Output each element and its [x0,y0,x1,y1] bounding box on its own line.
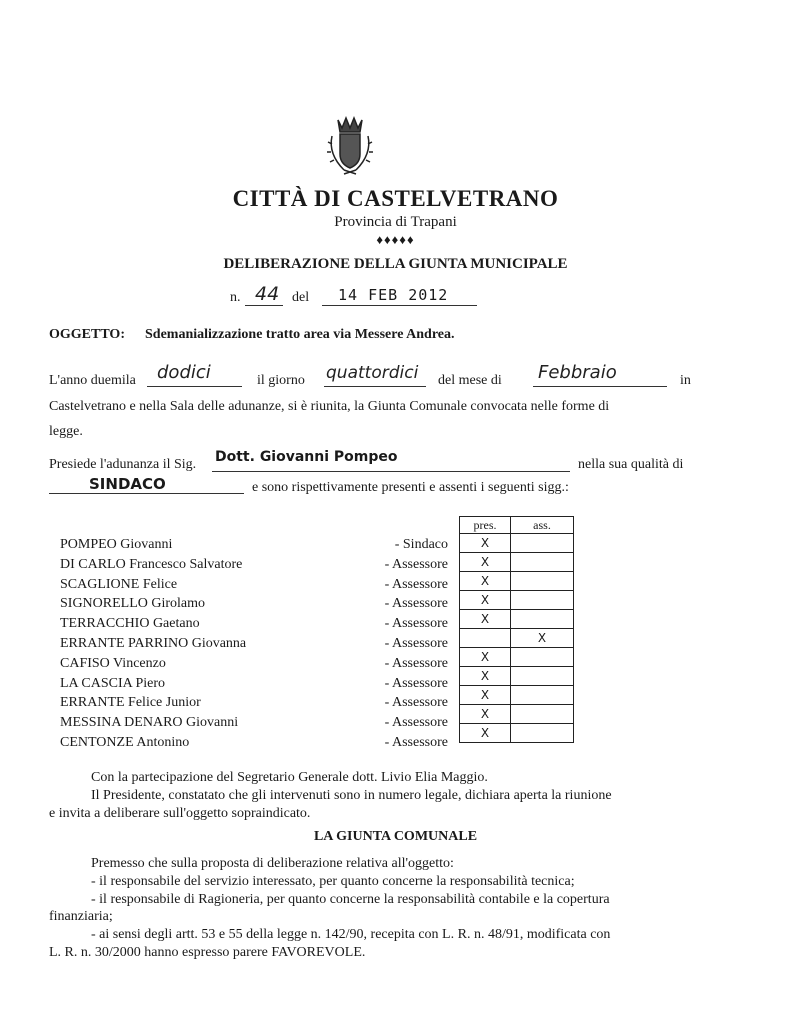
document-type: DELIBERAZIONE DELLA GIUNTA MUNICIPALE [223,256,568,272]
pres-mark [460,629,511,648]
president-prefix: Presiede l'adunanza il Sig. [49,457,197,472]
pres-mark: X [460,705,511,724]
member-name: MESSINA DENARO Giovanni [60,715,239,731]
pres-mark: X [460,572,511,591]
pres-header: pres. [460,517,511,534]
pres-mark: X [460,648,511,667]
subject-text: Sdemanializzazione tratto area via Messere Andrea. [145,327,455,342]
member-role: - Assessore [384,655,448,671]
ass-mark [511,667,574,686]
member-name: ERRANTE Felice Junior [60,695,201,711]
table-row [460,667,574,686]
pres-mark: X [460,724,511,743]
day-word: quattordici [326,363,419,383]
number-label: n. [230,290,241,305]
pres-mark: X [460,534,511,553]
province: Provincia di Trapani [334,214,457,230]
pres-mark: X [460,591,511,610]
ass-mark [511,534,574,553]
meeting-line-2: Castelvetrano e nella Sala delle adunanze, si è riunita, la Giunta Comunale convocata nelle forme di [49,399,610,414]
member-role: - Assessore [384,635,448,651]
date-stamp: 14 FEB 2012 [338,286,449,304]
pres-mark: X [460,553,511,572]
pres-mark: X [460,610,511,629]
table-row [460,572,574,591]
member-roles [340,535,448,753]
premise-item-3a: - ai sensi degli artt. 53 e 55 della legge n. 142/90, recepita con L. R. n. 48/91, modificata con [91,927,611,942]
member-role: - Assessore [384,734,448,750]
member-role: - Assessore [384,616,448,632]
member-role: - Assessore [384,576,448,592]
present-text: e sono rispettivamente presenti e assenti i seguenti sigg.: [252,480,569,495]
premise-item-2a: - il responsabile di Ragioneria, per quanto concerne la responsabilità contabile e la copertura [91,892,610,907]
president-suffix: nella sua qualità di [578,457,684,472]
premise-intro: Premesso che sulla proposta di deliberazione relativa all'oggetto: [91,856,454,871]
month-prefix: del mese di [438,373,502,388]
member-names [60,535,360,753]
year-word: dodici [157,362,211,383]
table-row [460,648,574,667]
member-name: TERRACCHIO Gaetano [60,616,200,632]
table-row [460,534,574,553]
in-word: in [680,373,691,388]
ass-mark [511,648,574,667]
attendance-table [459,516,574,743]
ass-mark [511,724,574,743]
city-title: CITTÀ DI CASTELVETRANO [232,186,559,211]
member-name: CAFISO Vincenzo [60,655,166,671]
member-name: POMPEO Giovanni [60,537,173,552]
member-role: - Sindaco [394,537,448,552]
ass-header: ass. [511,517,574,534]
member-name: DI CARLO Francesco Salvatore [60,556,243,572]
president-name: Dott. Giovanni Pompeo [215,449,398,465]
coat-of-arms-icon [322,114,378,180]
member-name: SCAGLIONE Felice [60,576,178,592]
pres-mark: X [460,667,511,686]
member-name: CENTONZE Antonino [60,734,190,750]
member-role: - Assessore [384,556,448,572]
table-row [460,705,574,724]
secretary-line: Con la partecipazione del Segretario Generale dott. Livio Elia Maggio. [91,770,488,785]
table-row [460,553,574,572]
ornament: ♦♦♦♦♦ [376,232,415,247]
member-role: - Assessore [384,695,448,711]
meeting-line-3: legge. [49,424,83,439]
section-title: LA GIUNTA COMUNALE [313,829,478,844]
month-word: Febbraio [538,362,617,383]
member-role: - Assessore [384,715,448,731]
table-row [460,629,574,648]
president-role: SINDACO [89,475,166,493]
member-name: ERRANTE PARRINO Giovanna [60,635,247,651]
premise-item-1: - il responsabile del servizio interessato, per quanto concerne la responsabilità tecnica; [91,874,575,889]
year-prefix: L'anno duemila [49,373,136,388]
member-role: - Assessore [384,596,448,612]
member-name: LA CASCIA Piero [60,675,166,691]
member-role: - Assessore [384,675,448,691]
premise-item-3b: L. R. n. 30/2000 hanno espresso parere FAVOREVOLE. [49,945,366,960]
ass-mark [511,705,574,724]
subject-label: OGGETTO: [49,327,125,342]
ass-mark [511,553,574,572]
president-statement-1: Il Presidente, constatato che gli intervenuti sono in numero legale, dichiara aperta la riunione [91,788,612,803]
table-row [460,591,574,610]
pres-mark: X [460,686,511,705]
ass-mark [511,686,574,705]
premise-item-2b: finanziaria; [49,909,113,924]
table-row [460,610,574,629]
table-row [460,724,574,743]
ass-mark [511,610,574,629]
table-row [460,686,574,705]
president-statement-2: e invita a deliberare sull'oggetto sopraindicato. [49,806,311,821]
day-prefix: il giorno [257,373,305,388]
ass-mark: X [511,629,574,648]
member-name: SIGNORELLO Girolamo [60,596,206,612]
date-label: del [292,290,310,305]
number-value: 44 [255,283,280,305]
ass-mark [511,572,574,591]
ass-mark [511,591,574,610]
